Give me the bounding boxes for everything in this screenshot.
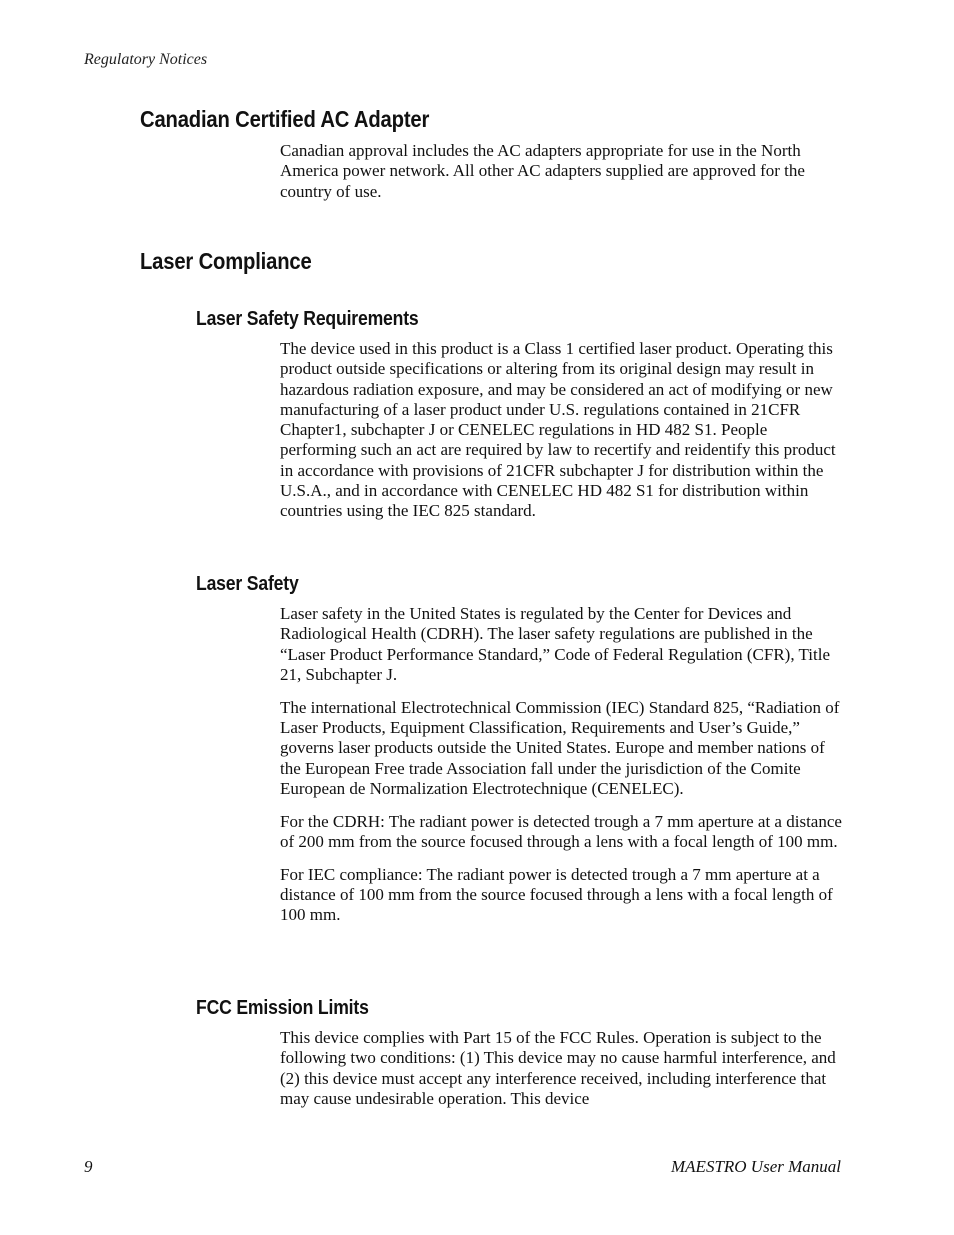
manual-title: MAESTRO User Manual	[671, 1157, 841, 1176]
fcc-paragraph-1: This device complies with Part 15 of the FCC Rules. Operation is subject to the following two conditions: (1) This device may no cause harmful interference, and (2) this device must accept any interference received, including interference that may cause undesirable operation. This device	[280, 1028, 836, 1108]
fcc-body	[280, 1028, 842, 1122]
heading-canadian-certified-ac-adapter: Canadian Certified AC Adapter	[140, 106, 430, 132]
laser-safety-paragraph-4: For IEC compliance: The radiant power is detected trough a 7 mm aperture at a distance of 100 mm from the source focused through a lens with a focal length of 100 mm.	[280, 864, 833, 925]
running-header: Regulatory Notices	[84, 51, 208, 68]
laser-safety-requirements-body	[280, 339, 842, 534]
laser-safety-paragraph-3: For the CDRH: The radiant power is detected trough a 7 mm aperture at a distance of 200 mm from the source focused through a lens with a focal length of 100 mm.	[280, 811, 842, 851]
laser-safety-paragraph-1: Laser safety in the United States is regulated by the Center for Devices and Radiological Health (CDRH). The laser safety regulations are published in the “Laser Product Performance Standard,” Code of Federal Regulation (CFR), Title 21, Subchapter J.	[280, 604, 831, 684]
laser-safety-requirements-paragraph-1: The device used in this product is a Class 1 certified laser product. Operating this product outside specifications or altering from its original design may result in hazardous radiation exposure, and may be considered an act of modifying or new manufacturing of a laser product under U.S. regulations contained in 21CFR Chapter1, subchapter J or CENELEC regulations in HD 482 S1. People performing such an act are required by law to recertify and reidentify this product in accordance with provisions of 21CFR subchapter J for distribution within the U.S.A., and in accordance with CENELEC HD 482 S1 for distribution within countries using the IEC 825 standard.	[280, 339, 836, 521]
heading-laser-safety: Laser Safety	[196, 573, 299, 595]
canadian-paragraph-1: Canadian approval includes the AC adapters appropriate for use in the North America power network. All other AC adapters supplied are approved for the country of use.	[280, 141, 805, 201]
heading-laser-compliance: Laser Compliance	[140, 248, 312, 274]
laser-safety-paragraph-2: The international Electrotechnical Commission (IEC) Standard 825, “Radiation of Laser Products, Equipment Classification, Requirements and User’s Guide,” governs laser products outside the United States. Europe and member nations of the European Free trade Association fall under the jurisdiction of the Comite European de Normalization Electrotechnique (CENELEC).	[280, 697, 840, 798]
canadian-body	[280, 141, 842, 214]
page-number: 9	[84, 1157, 93, 1176]
heading-fcc-emission-limits: FCC Emission Limits	[196, 997, 369, 1019]
laser-safety-body	[280, 604, 842, 938]
heading-laser-safety-requirements: Laser Safety Requirements	[196, 308, 419, 330]
